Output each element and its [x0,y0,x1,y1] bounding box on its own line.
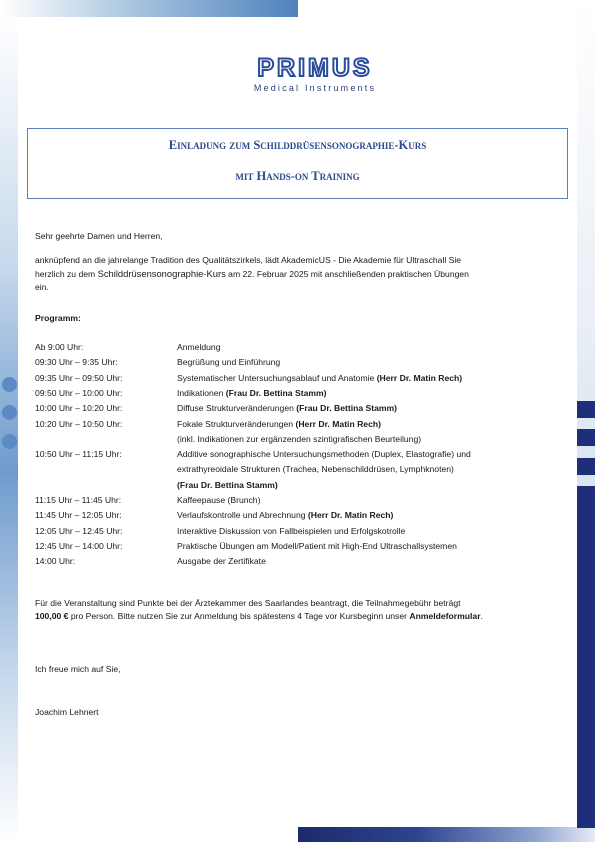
bottom-decor-band [298,827,595,842]
schedule-item [177,540,457,553]
salutation: Sehr geehrte Damen und Herren, [35,231,163,241]
schedule-speaker: (Herr Dr. Matin Rech) [376,372,463,383]
registration-form-link[interactable]: Anmeldeformular [409,611,481,621]
fees-text: . [480,611,483,621]
schedule-description: Anmeldung [177,342,221,352]
fees-line-2 [35,610,565,623]
schedule-item [177,555,266,568]
schedule-item [177,448,471,461]
intro-text: herzlich zu dem [35,269,98,279]
schedule-time: 12:05 Uhr – 12:45 Uhr: [35,525,123,536]
schedule-item [177,356,280,369]
schedule-speaker: (Herr Dr. Matin Rech) [295,418,381,429]
intro-text: am 22. Februar 2025 mit anschließenden praktischen Übungen [225,269,469,279]
schedule-time: 09:50 Uhr – 10:00 Uhr: [35,387,123,398]
schedule-item [177,463,454,476]
schedule-item [177,433,421,446]
schedule-description: Ausgabe der Zertifikate [177,556,266,567]
fee-amount: 100,00 € [35,611,69,621]
schedule-description: Begrüßung und Einführung [177,357,281,368]
schedule-time: 09:35 Uhr – 09:50 Uhr: [35,372,123,383]
title-box [27,128,568,199]
schedule-time: 11:15 Uhr – 11:45 Uhr: [35,495,122,505]
schedule-time: Ab 9:00 Uhr: [35,342,84,352]
schedule-item [177,509,393,522]
top-decor-band [0,0,298,17]
schedule-item [177,525,405,538]
schedule-description: Indikationen [177,387,226,398]
schedule-speaker: (Herr Dr. Matin Rech) [307,510,394,521]
logo-name: PRIMUS [257,54,373,82]
program-heading: Programm: [35,313,81,323]
decor-square [577,401,595,418]
decor-dot [2,405,17,420]
decor-dot [2,377,17,392]
course-name: Schilddrüsensonographie-Kurs [97,268,226,279]
decor-square [577,458,595,475]
schedule-item [177,494,260,507]
company-logo [222,56,408,93]
fees-text: pro Person. Bitte nutzen Sie zur Anmeldung bis spätestens 4 Tage vor Kursbeginn unser [68,611,410,621]
schedule-description: Praktische Übungen am Modell/Patient mit High-End Ultraschallsystemen [177,540,457,551]
schedule-time: 10:20 Uhr – 10:50 Uhr: [35,418,123,429]
schedule-description: (inkl. Indikationen zur ergänzenden szintigrafischen Beurteilung) [177,433,422,444]
schedule-description: Diffuse Strukturveränderungen [177,403,297,414]
title-line-2: mit Hands-on Training [235,169,360,183]
logo-subtitle: Medical Instruments [253,83,377,93]
decor-square [577,429,595,446]
intro-line-3: ein. [35,282,49,292]
schedule-time: 09:30 Uhr – 9:35 Uhr: [35,357,118,368]
decor-right-bar [577,486,595,828]
schedule-time: 14:00 Uhr: [35,556,76,567]
intro-paragraph [35,254,560,294]
schedule-speaker: (Frau Dr. Bettina Stamm) [225,387,327,398]
schedule-description: Kaffeepause (Brunch) [177,495,261,505]
schedule-item [177,372,462,385]
schedule-item [177,479,278,492]
title-line-1: Einladung zum Schilddrüsensonographie-Kurs [168,138,427,152]
schedule-time: 10:50 Uhr – 11:15 Uhr: [35,449,122,460]
schedule-description: Fokale Strukturveränderungen [177,418,296,429]
closing-line: Ich freue mich auf Sie, [35,664,121,674]
fees-line-1: Für die Veranstaltung sind Punkte bei der Ärztekammer des Saarlandes beantragt, die Teilnahmegebühr beträgt [35,598,461,608]
signature: Joachim Lehnert [35,707,99,717]
schedule-description: Systematischer Untersuchungsablauf und Anatomie [177,372,377,383]
schedule-description: extrathyreoidale Strukturen (Trachea, Nebenschilddrüsen, Lymphknoten) [177,464,454,475]
schedule-time: 10:00 Uhr – 10:20 Uhr: [35,403,123,414]
left-decor-band [0,17,18,842]
schedule-item [177,418,381,431]
schedule-time: 11:45 Uhr – 12:05 Uhr: [35,510,122,521]
schedule-speaker: (Frau Dr. Bettina Stamm) [296,403,398,414]
schedule-item [177,387,327,400]
fees-paragraph [35,597,565,623]
intro-line-1: anknüpfend an die jahrelange Tradition des Qualitätszirkels, lädt AkademicUS - Die Akademie für Ultraschall Sie [35,255,462,265]
schedule-time: 12:45 Uhr – 14:00 Uhr: [35,540,123,551]
decor-dot [2,434,17,449]
schedule-item [177,341,220,354]
intro-line-2 [35,267,560,281]
schedule-description: Interaktive Diskussion von Fallbeispielen und Erfolgskotrolle [177,525,406,536]
schedule-description: Additive sonographische Untersuchungsmethoden (Duplex, Elastografie) und [177,449,471,460]
schedule-item [177,402,397,415]
schedule-speaker: (Frau Dr. Bettina Stamm) [177,479,278,490]
schedule-description: Verlaufskontrolle und Abrechnung [177,510,308,521]
